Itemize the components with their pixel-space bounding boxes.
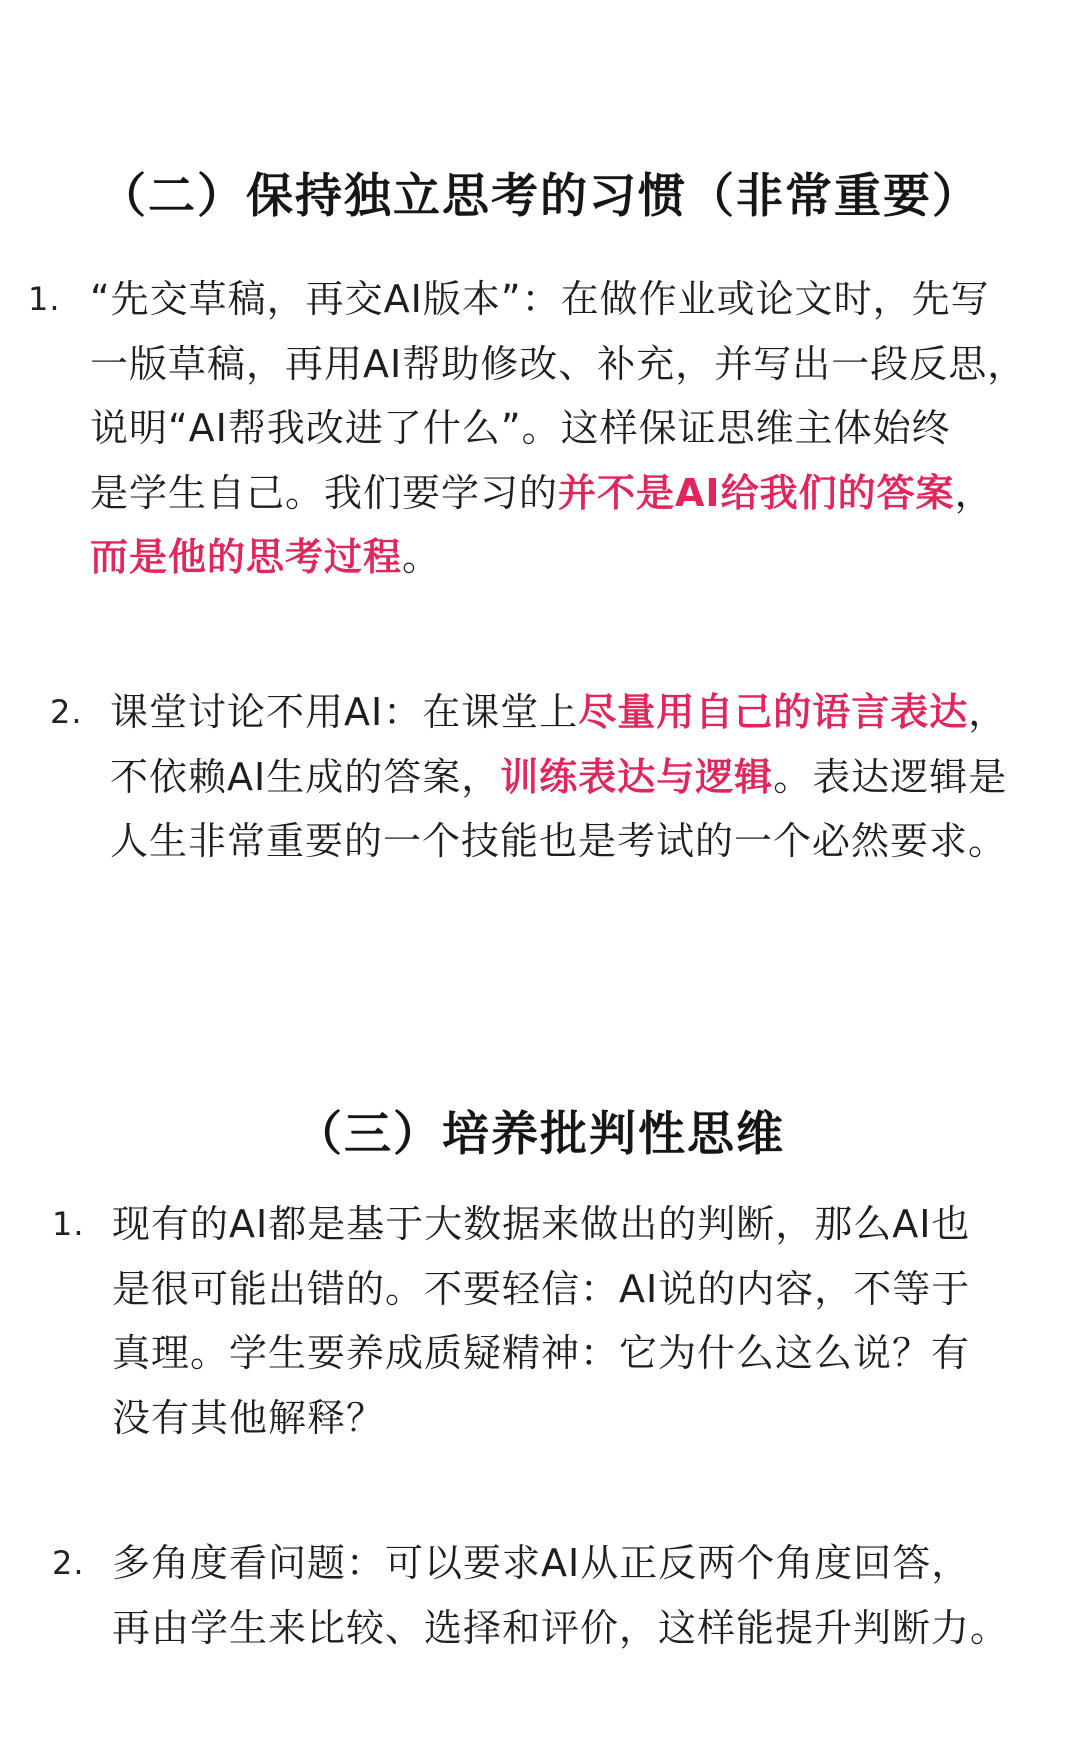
text-line: “先交草稿，再交AI版本”：在做作业或论文时，先写: [90, 277, 990, 321]
text-segment: 是学生自己。我们要学习的: [90, 470, 559, 515]
item-number: 1.: [52, 1205, 85, 1243]
text-segment: ，: [968, 690, 1008, 734]
highlighted-text: 而是他的思考过程: [90, 535, 403, 579]
text-segment: 课堂讨论不用AI：在课堂上: [110, 690, 579, 734]
item-text: [112, 1531, 1009, 1660]
text-line: 再由学生来比较、选择和评价，这样能提升判断力。: [112, 1605, 1010, 1650]
text-line: 多角度看问题：可以要求AI从正反两个角度回答，: [112, 1541, 971, 1585]
text-line: 没有其他解释？: [112, 1395, 386, 1440]
text-line: 是很可能出错的。不要轻信：AI说的内容，不等于: [112, 1266, 971, 1311]
highlighted-text: 并不是AI给我们的答案: [558, 470, 955, 515]
item-text: [112, 1192, 970, 1450]
item-number: 2.: [52, 1544, 85, 1582]
text-line: [110, 745, 1007, 810]
item-number: 1.: [28, 280, 61, 318]
section-title-independent-thinking: （二）保持独立思考的习惯（非常重要）: [99, 169, 981, 224]
text-segment: 。: [402, 535, 442, 579]
section-title-critical-thinking: （三）培养批判性思维: [295, 1107, 785, 1162]
text-line: 现有的AI都是基于大数据来做出的判断，那么AI也: [112, 1202, 971, 1246]
text-line: [90, 461, 1026, 526]
item-text: [90, 267, 1026, 590]
highlighted-text: 尽量用自己的语言表达: [578, 690, 969, 734]
item-text: [110, 680, 1007, 874]
text-line: 真理。学生要养成质疑精神：它为什么这么说？有: [112, 1331, 971, 1375]
text-line: [90, 525, 1026, 590]
item-number: 2.: [50, 693, 83, 731]
text-line: 说明“AI帮我改进了什么”。这样保证思维主体始终: [90, 406, 951, 450]
text-line: [110, 680, 1007, 745]
highlighted-text: 训练表达与逻辑: [500, 754, 774, 799]
text-line: 人生非常重要的一个技能也是考试的一个必然要求。: [110, 819, 1008, 863]
text-segment: ，: [954, 470, 994, 515]
text-segment: 不依赖AI生成的答案，: [110, 754, 501, 799]
text-line: 一版草稿，再用AI帮助修改、补充，并写出一段反思，: [90, 341, 1027, 386]
text-segment: 。表达逻辑是: [773, 754, 1008, 799]
